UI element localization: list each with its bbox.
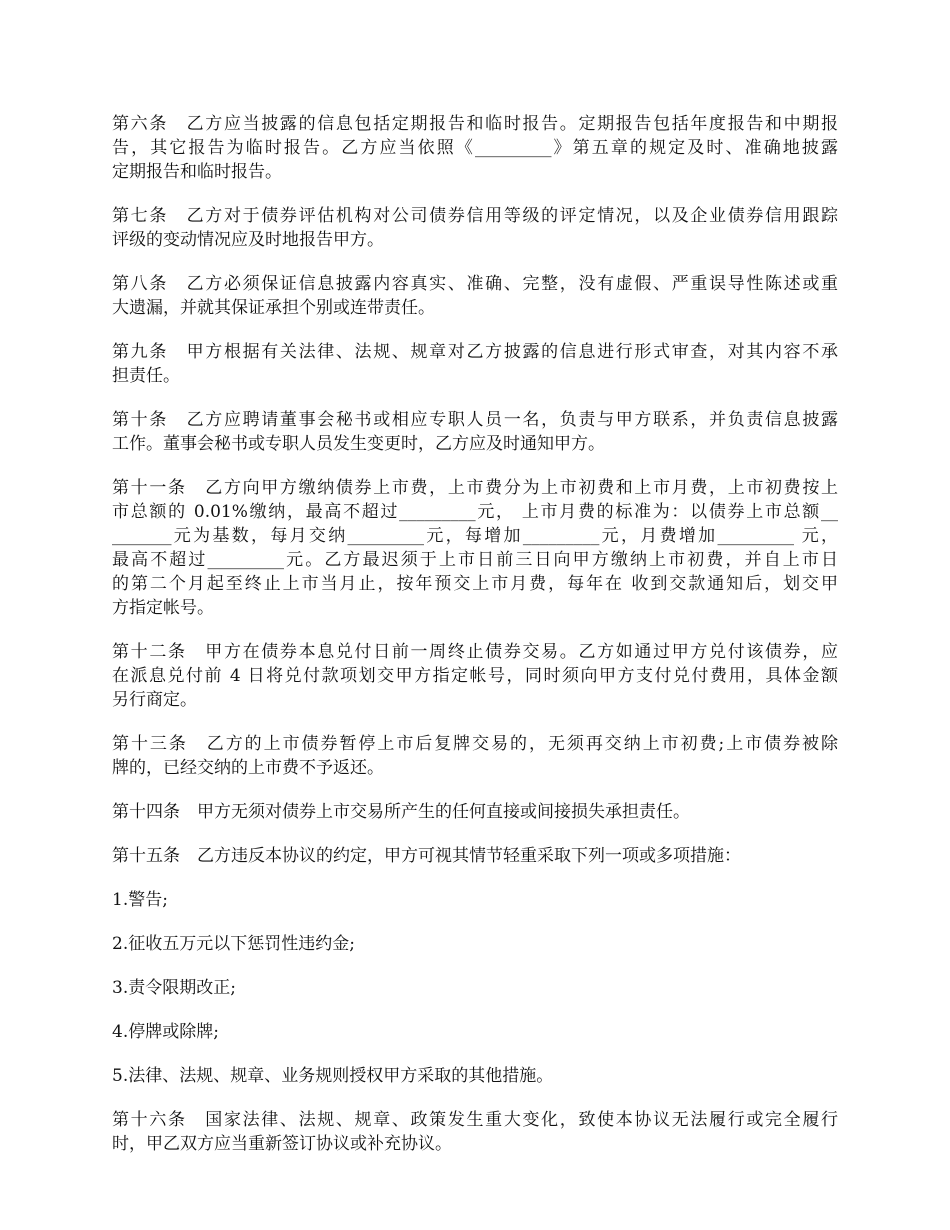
paragraph-measure-4 [112,1020,838,1044]
paragraph-measure-2 [112,932,838,956]
paragraph-article-16 [112,1108,838,1156]
paragraph-article-12 [112,640,838,712]
paragraph-line: 工作。董事会秘书或专职人员发生变更时，乙方应及时通知甲方。 [112,434,605,454]
paragraph-measure-3 [112,976,838,1000]
paragraph-article-11 [112,476,838,620]
paragraph-article-14 [112,800,838,824]
paragraph-line: 大遗漏，并就其保证承担个别或连带责任。 [112,298,435,318]
paragraph-article-15 [112,844,838,868]
paragraph-line: 3.责令限期改正; [112,978,236,998]
paragraph-article-13 [112,732,838,780]
paragraph-line: 第十四条 甲方无须对债券上市交易所产生的任何直接或间接损失承担责任。 [112,802,690,822]
paragraph-line: 第七条 乙方对于债券评估机构对公司债券信用等级的评定情况，以及企业债券信用跟踪 [112,206,838,226]
paragraph-line: 4.停牌或除牌; [112,1022,219,1042]
paragraph-line: 的第二个月起至终止上市当月止，按年预交上市月费，每年在 收到交款通知后，划交甲 [112,574,838,594]
paragraph-line: 第十条 乙方应聘请董事会秘书或相应专职人员一名，负责与甲方联系，并负责信息披露 [112,410,838,430]
paragraph-line: 时，甲乙双方应当重新签订协议或补充协议。 [112,1134,452,1154]
paragraph-line: 最高不超过_________元。乙方最迟须于上市日前三日向甲方缴纳上市初费，并自上市日 [112,550,838,570]
paragraph-line: 方指定帐号。 [112,598,214,618]
paragraph-line: 第十一条 乙方向甲方缴纳债券上市费，上市费分为上市初费和上市月费，上市初费按上 [112,478,838,498]
paragraph-article-10 [112,408,838,456]
paragraph-line: 担责任。 [112,366,180,386]
paragraph-measure-5 [112,1064,838,1088]
paragraph-article-9 [112,340,838,388]
paragraph-line: 另行商定。 [112,690,197,710]
paragraph-line: 定期报告和临时报告。 [112,162,282,182]
paragraph-line: 第六条 乙方应当披露的信息包括定期报告和临时报告。定期报告包括年度报告和中期报 [112,114,838,134]
paragraph-line: 在派息兑付前 4 日将兑付款项划交甲方指定帐号，同时须向甲方支付兑付费用，具体金额 [112,666,838,686]
paragraph-line: 第十五条 乙方违反本协议的约定，甲方可视其情节轻重采取下列一项或多项措施： [112,846,741,866]
paragraph-measure-1 [112,888,838,912]
paragraph-line: 第九条 甲方根据有关法律、法规、规章对乙方披露的信息进行形式审查，对其内容不承 [112,342,838,362]
paragraph-article-8 [112,272,838,320]
paragraph-line: 告，其它报告为临时报告。乙方应当依照《_________》第五章的规定及时、准确地披露 [112,138,838,158]
paragraph-article-6 [112,112,838,184]
paragraph-line: 第十六条 国家法律、法规、规章、政策发生重大变化，致使本协议无法履行或完全履行 [112,1110,838,1130]
paragraph-line: 5.法律、法规、规章、业务规则授权甲方采取的其他措施。 [112,1066,554,1086]
paragraph-line: 1.警告; [112,890,168,910]
paragraph-line: 第十二条 甲方在债券本息兑付日前一周终止债券交易。乙方如通过甲方兑付该债券，应 [112,642,838,662]
paragraph-article-7 [112,204,838,252]
paragraph-line: 牌的，已经交纳的上市费不予返还。 [112,758,384,778]
paragraph-line: 第八条 乙方必须保证信息披露内容真实、准确、完整，没有虚假、严重误导性陈述或重 [112,274,838,294]
paragraph-line: _______元为基数，每月交纳_________元，每增加_________元，月费增加_________ 元， [112,526,838,546]
paragraph-line: 市总额的 0.01%缴纳，最高不超过_________元， 上市月费的标准为：以债券上市总额__ [112,502,838,522]
paragraph-line: 评级的变动情况应及时地报告甲方。 [112,230,384,250]
paragraph-line: 第十三条 乙方的上市债券暂停上市后复牌交易的，无须再交纳上市初费;上市债券被除 [112,734,838,754]
paragraph-line: 2.征收五万元以下惩罚性违约金; [112,934,355,954]
document-body [112,112,838,1156]
